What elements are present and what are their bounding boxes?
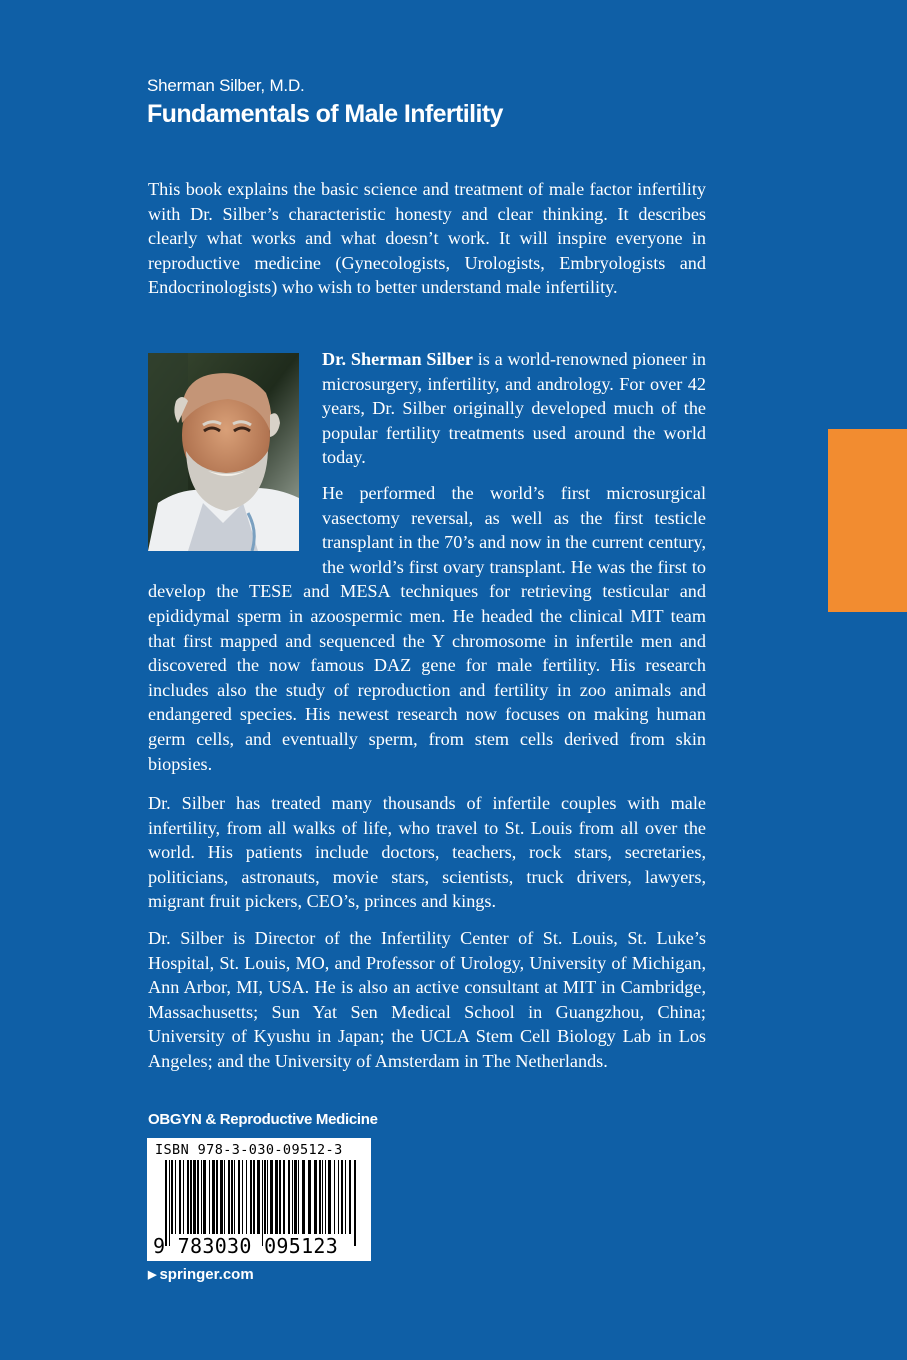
barcode-bar: [179, 1160, 181, 1234]
barcode-bar: [322, 1160, 323, 1234]
barcode-bar: [253, 1160, 255, 1234]
barcode-bar: [328, 1160, 331, 1234]
barcode-bar: [354, 1160, 356, 1246]
barcode-bar: [341, 1160, 343, 1234]
barcode-bar: [187, 1160, 189, 1234]
barcode-bar: [345, 1160, 346, 1234]
positions-paragraph: Dr. Silber is Director of the Infertility Center of St. Louis, St. Luke’s Hospital, St. Louis, MO, and Professor of Urology, University of Michigan, Ann Arbor, MI, USA. He is also an active consultant at MIT in Cambridge, Massachusetts; Sun Yat Sen Medical School in Guangzhou, China; University of Kyushu in Japan; the UCLA Stem Cell Biology Lab in Los Angeles; and the University of Amsterdam in The Netherlands.: [148, 928, 706, 1071]
barcode-bar: [319, 1160, 321, 1234]
barcode-bar: [283, 1160, 285, 1234]
barcode-bar: [314, 1160, 317, 1234]
barcode-bar: [209, 1160, 210, 1234]
publisher-link[interactable]: [148, 1266, 254, 1283]
barcode-bar: [216, 1160, 218, 1234]
barcode-bar: [275, 1160, 278, 1234]
barcode-bar: [294, 1160, 297, 1234]
barcode-bar: [349, 1160, 351, 1234]
barcode-bar: [267, 1160, 268, 1234]
book-title: Fundamentals of Male Infertility: [147, 100, 503, 128]
barcode-bar: [246, 1160, 247, 1234]
author-portrait-image: [148, 353, 299, 551]
author-name: Sherman Silber, M.D.: [147, 76, 305, 95]
barcode-bar: [238, 1160, 240, 1234]
barcode-bar: [288, 1160, 290, 1234]
publisher-site: springer.com: [159, 1266, 254, 1283]
barcode-bar: [193, 1160, 196, 1234]
barcode-bar: [264, 1160, 266, 1234]
bio-paragraph-2: He performed the world’s first microsurgical vasectomy reversal, as well as the first testicle transplant in the 70’s and now in the current century, the world’s first ovary transplant. He was the first to develop the TESE and MESA techniques for retrieving testicular and epididymal sperm in azoospermic men. He headed the clinical MIT team that first mapped and sequenced the Y chromosome in infertile men and discovered the now famous DAZ gene for male fertility. His research includes also the study of reproduction and fertility in zoo animals and endangered species. His newest research now focuses on making human germ cells, and eventually sperm, from stem cells derived from skin biopsies.: [148, 482, 706, 774]
barcode-bar: [171, 1160, 173, 1234]
barcode-bar: [220, 1160, 223, 1234]
barcode-bar: [231, 1160, 233, 1234]
author-photo: [148, 353, 299, 551]
barcode-bar: [257, 1160, 260, 1234]
barcode-bar: [224, 1160, 225, 1234]
barcode-bar: [203, 1160, 206, 1234]
barcode-digits: 9 783030 095123: [153, 1234, 339, 1258]
barcode-bar: [250, 1160, 252, 1234]
arrow-icon: ▶: [148, 1269, 157, 1281]
barcode-bar: [308, 1160, 311, 1234]
barcode-bar: [334, 1160, 335, 1234]
barcode-bar: [228, 1160, 230, 1234]
author-bio: [148, 347, 706, 787]
barcode-bar: [183, 1160, 184, 1234]
subject-category: OBGYN & Reproductive Medicine: [148, 1111, 378, 1128]
barcode-bar: [190, 1160, 192, 1234]
barcode-bar: [325, 1160, 326, 1234]
barcode-bar: [302, 1160, 305, 1234]
barcode-bar: [292, 1160, 293, 1234]
barcode-bar: [270, 1160, 273, 1234]
barcode-bar: [175, 1160, 176, 1234]
patients-paragraph: Dr. Silber has treated many thousands of infertile couples with male infertility, from all walks of life, who travel to St. Louis from all over the world. His patients include doctors, teachers, rock stars, secretaries, politicians, astronauts, movie stars, scientists, truck drivers, lawyers, migrant fruit pickers, CEO’s, princes and kings.: [148, 793, 706, 912]
barcode-bar: [242, 1160, 243, 1234]
bio-name: Dr. Sherman Silber: [322, 349, 473, 369]
intro-paragraph: This book explains the basic science and treatment of male factor infertility with Dr. Silber’s characteristic honesty and clear thinking. It describes clearly what works and what doesn’t work. It will inspire everyone in reproductive medicine (Gynecologists, Urologists, Embryologists and Endocrinologists) who wish to better understand male infertility.: [148, 179, 706, 298]
barcode-bar: [212, 1160, 215, 1234]
isbn-barcode: [147, 1138, 371, 1261]
barcode-bar: [234, 1160, 235, 1234]
bio-paragraph-1-text: is a world-renowned pioneer in microsurgery, infertility, and andrology. For over 42 years, Dr. Silber originally developed much of the popular fertility treatments used around the world today.: [322, 349, 706, 468]
barcode-bar: [201, 1160, 202, 1234]
barcode-bar: [298, 1160, 299, 1234]
barcode-bar: [279, 1160, 281, 1234]
spine-color-tab: [828, 429, 907, 612]
barcode-bar: [338, 1160, 339, 1234]
barcode-bar: [197, 1160, 199, 1234]
isbn-number: ISBN 978-3-030-09512-3: [155, 1142, 343, 1158]
